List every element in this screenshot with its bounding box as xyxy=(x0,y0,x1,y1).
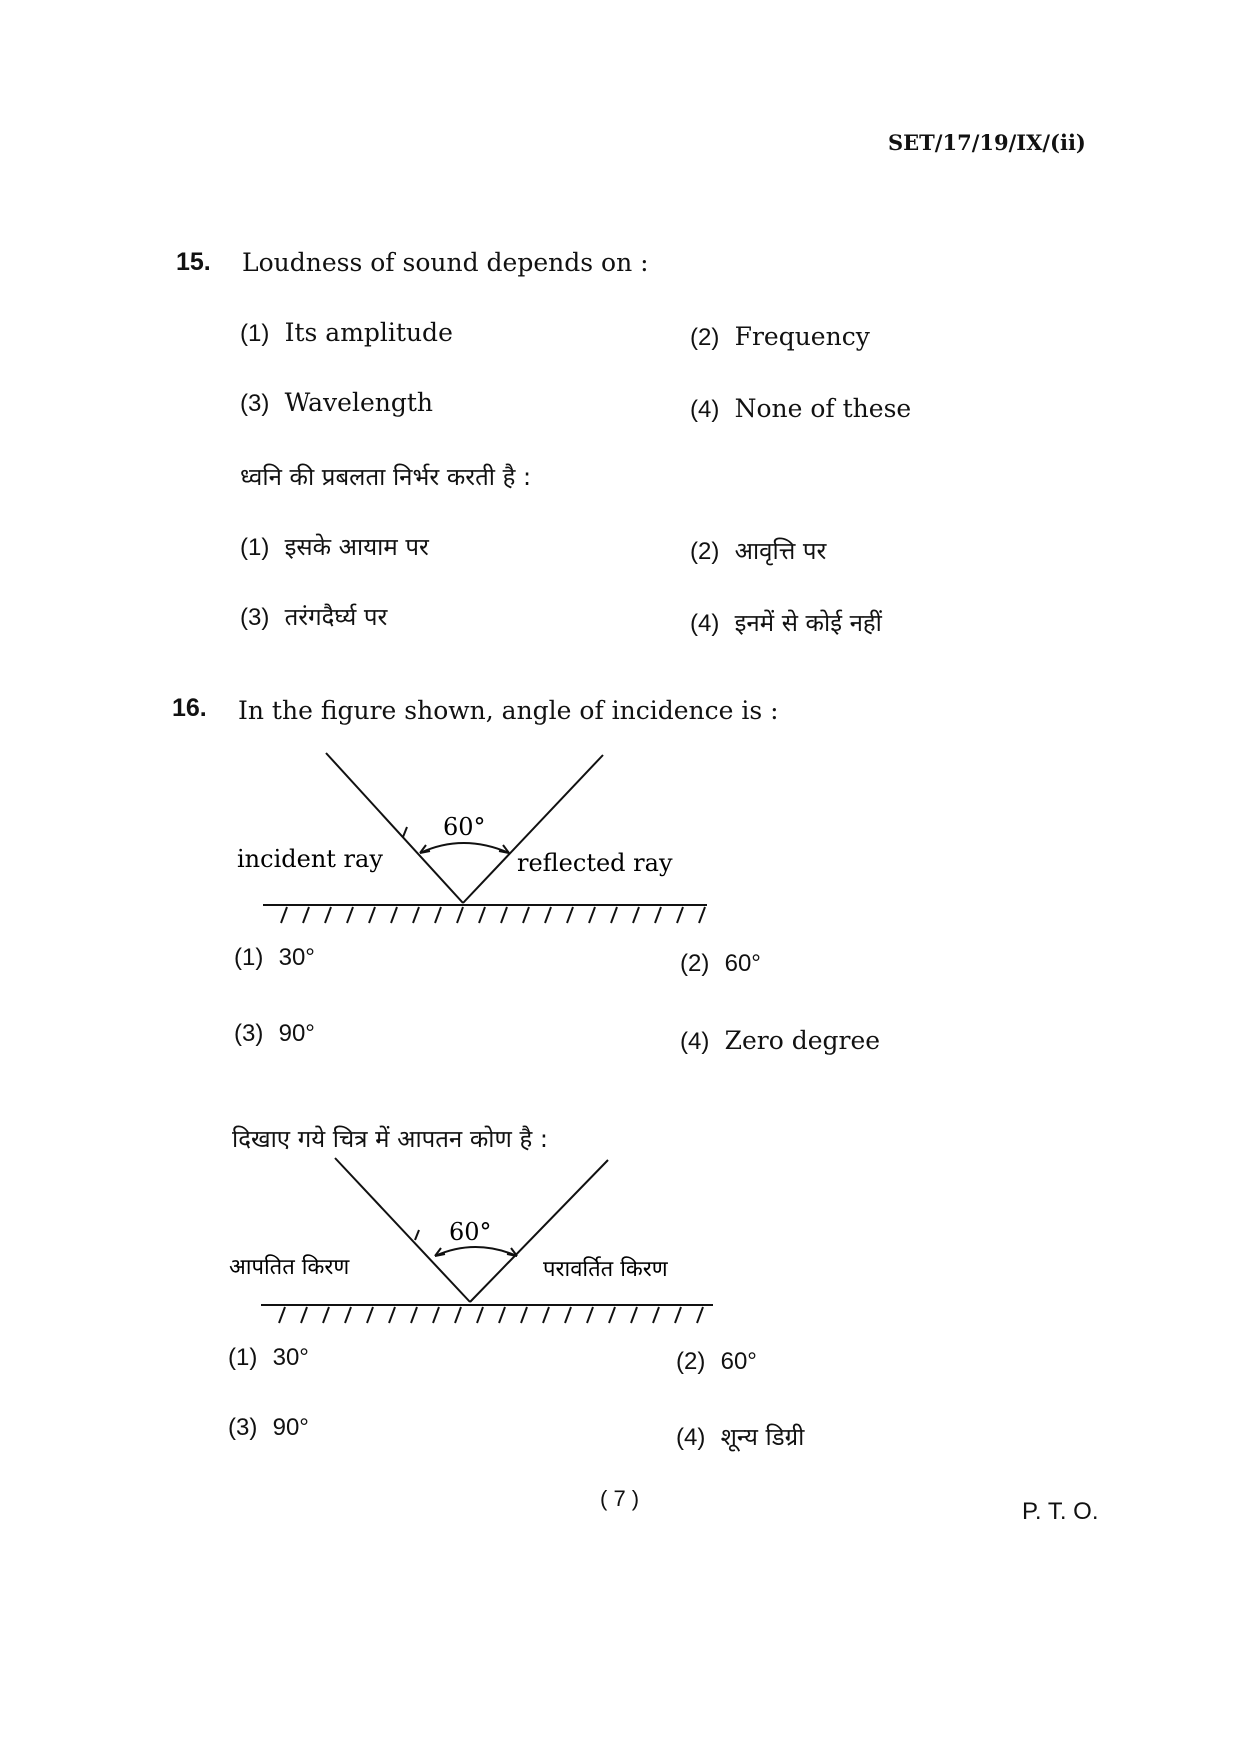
option-text: आवृत्ति पर xyxy=(734,537,827,565)
question-15-number: 15. xyxy=(176,248,211,276)
option-text: तरंगदैर्घ्य पर xyxy=(284,603,388,631)
mirror-hatching xyxy=(281,907,705,923)
q15-option-4-en[interactable] xyxy=(690,394,911,424)
pto-label: P. T. O. xyxy=(1022,1498,1099,1525)
question-15-text-en: Loudness of sound depends on : xyxy=(242,248,649,277)
q16-option-4-en[interactable] xyxy=(680,1026,880,1056)
option-number: (1) xyxy=(240,320,270,347)
q15-option-2-en[interactable] xyxy=(690,322,870,352)
q16-option-3-hi[interactable] xyxy=(228,1414,309,1442)
option-number: (4) xyxy=(690,396,720,423)
q16-option-1-en[interactable] xyxy=(234,944,315,972)
page-number: ( 7 ) xyxy=(600,1486,640,1511)
option-text: 90° xyxy=(272,1414,309,1441)
q16-option-4-hi[interactable] xyxy=(676,1420,804,1453)
option-number: (2) xyxy=(690,538,720,565)
option-number: (3) xyxy=(240,604,270,631)
option-text: None of these xyxy=(734,394,912,423)
option-text: Zero degree xyxy=(724,1026,881,1055)
q16-option-2-hi[interactable] xyxy=(676,1348,757,1376)
angle-arc xyxy=(420,843,509,853)
q15-option-1-hi[interactable] xyxy=(240,530,429,563)
q15-option-1-en[interactable] xyxy=(240,318,453,348)
q15-option-3-hi[interactable] xyxy=(240,600,387,633)
angle-arc xyxy=(435,1247,517,1256)
q15-option-4-hi[interactable] xyxy=(690,606,882,639)
option-text: Its amplitude xyxy=(284,318,453,347)
set-code: SET/17/19/IX/(ii) xyxy=(888,130,1086,155)
q16-option-2-en[interactable] xyxy=(680,950,761,978)
question-16-text-hi: दिखाए गये चित्र में आपतन कोण है : xyxy=(232,1125,548,1153)
mirror-hatching xyxy=(279,1307,703,1323)
reflected-ray-label: reflected ray xyxy=(517,849,673,877)
option-number: (4) xyxy=(676,1424,706,1451)
incident-ray-label: आपतित किरण xyxy=(229,1255,350,1280)
reflection-figure-hi xyxy=(225,1150,725,1335)
option-text: 30° xyxy=(272,1344,309,1371)
option-number: (3) xyxy=(228,1414,258,1441)
option-number: (3) xyxy=(234,1020,264,1047)
option-text: 30° xyxy=(278,944,315,971)
option-text: इसके आयाम पर xyxy=(284,533,429,561)
question-16-text-en: In the figure shown, angle of incidence is : xyxy=(238,696,779,725)
angle-label: 60° xyxy=(443,813,486,841)
option-number: (2) xyxy=(690,324,720,351)
option-number: (4) xyxy=(690,610,720,637)
option-text: 60° xyxy=(720,1348,757,1375)
option-number: (2) xyxy=(676,1348,706,1375)
reflection-figure-en xyxy=(225,745,725,930)
question-16-number: 16. xyxy=(172,694,207,722)
reflected-ray-label: परावर्तित किरण xyxy=(543,1257,668,1282)
incident-ray-label: incident ray xyxy=(237,845,383,873)
option-text: 60° xyxy=(724,950,761,977)
incident-arrow-icon xyxy=(403,827,407,837)
option-text: शून्य डिग्री xyxy=(720,1423,805,1451)
option-number: (1) xyxy=(240,534,270,561)
option-number: (3) xyxy=(240,390,270,417)
q16-option-1-hi[interactable] xyxy=(228,1344,309,1372)
option-number: (1) xyxy=(228,1344,258,1371)
question-15-text-hi: ध्वनि की प्रबलता निर्भर करती है : xyxy=(240,463,532,491)
q15-option-3-en[interactable] xyxy=(240,388,433,418)
q16-option-3-en[interactable] xyxy=(234,1020,315,1048)
option-number: (2) xyxy=(680,950,710,977)
option-text: इनमें से कोई नहीं xyxy=(734,609,882,637)
option-number: (4) xyxy=(680,1028,710,1055)
option-text: Frequency xyxy=(734,322,870,351)
option-text: 90° xyxy=(278,1020,315,1047)
angle-label: 60° xyxy=(449,1218,492,1246)
incident-arrow-icon xyxy=(415,1230,419,1240)
option-number: (1) xyxy=(234,944,264,971)
option-text: Wavelength xyxy=(284,388,433,417)
q15-option-2-hi[interactable] xyxy=(690,534,826,567)
